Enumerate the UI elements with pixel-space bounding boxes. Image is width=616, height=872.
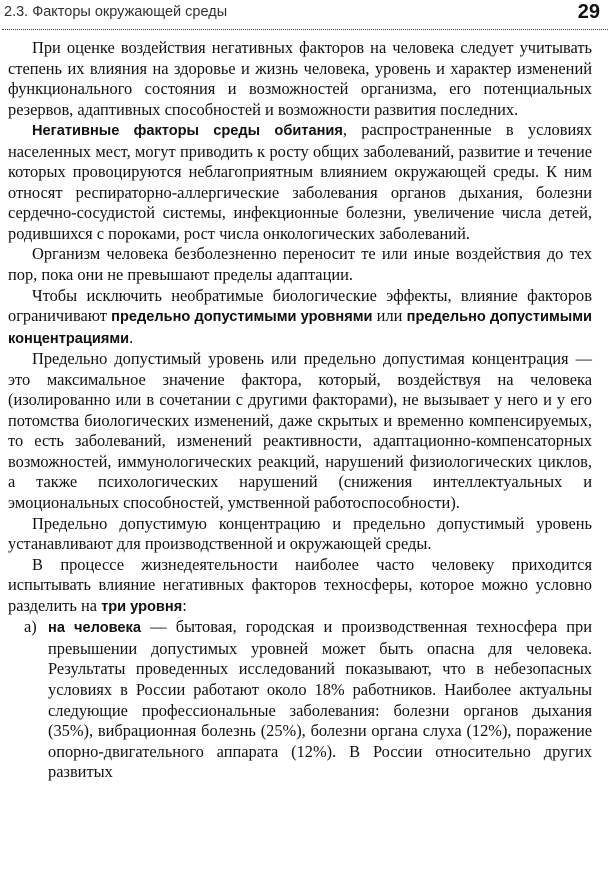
text-run: , распространенные в условиях населенных мест, могут приводить к росту общих заболеваний, развитие и течение которых провоцируются неблагоприятным влиянием окружающей среды. К ним относят респираторно-аллергические заболевания органов дыхания, болезни сердечно-сосудистой системы, инфекционные болезни, увеличение числа детей, родившихся с пороками, рост числа онкологических заболеваний. (8, 120, 592, 243)
list-item-text (48, 617, 592, 782)
running-title: 2.3. Факторы окружающей среды (4, 4, 228, 20)
bold-term: Негативные факторы среды обитания (32, 123, 343, 140)
header-dotted-rule (2, 29, 608, 30)
page-number: 29 (577, 1, 600, 23)
bold-term: на человека (48, 620, 141, 637)
paragraph (8, 514, 592, 555)
list-marker: а) (24, 617, 37, 637)
paragraph (8, 349, 592, 513)
text-run: В процессе жизнедеятельности наиболее часто человеку приходится испытывать влияние негативных факторов техносферы, которое можно условно разделить на (8, 554, 592, 615)
bold-term: предельно допустимыми уровнями (111, 309, 373, 326)
text-run: Чтобы исключить необратимые биологические эффекты, влияние факторов ограничивают (8, 285, 592, 326)
paragraph (8, 38, 592, 120)
bold-term: три уровня (101, 598, 183, 615)
paragraph (8, 286, 592, 350)
text-run: . (129, 327, 134, 347)
text-run: : (182, 595, 187, 615)
text-run: При оценке воздействия негативных факторов на человека следует учитывать степень их влияния на здоровье и жизнь человека, уровень и характер изменений функционального состояния и возможностей организма, его потенциальных резервов, адаптивных способностей и возможности развития последних. (8, 38, 592, 119)
paragraph (8, 120, 592, 244)
page-header (0, 0, 616, 34)
text-run: или (372, 306, 407, 326)
text-run: Предельно допустимый уровень или предельно допустимая концентрация — это максимальное значение фактора, который, воздействуя на человека (изолированно или в сочетании с другими факторами), не вызывает у него и у его потомства биологических изменений, даже скрытых и временно компенсируемых, то есть заболеваний, изменений реактивности, адаптационно-компенсаторных возможностей, иммунологических реакций, нарушений физиологических циклов, а также психологических нарушений (снижения интеллектуальных и эмоциональных способностей, умственной работоспособности). (8, 349, 592, 513)
paragraph (8, 244, 592, 285)
list-item (8, 617, 592, 782)
text-run: — бытовая, городская и производственная техносфера при превышении допустимых уровней может быть опасна для человека. Результаты проведенных исследований показывают, что в небезопасных условиях в России работают около 18% работников. Наиболее актуальны следующие профессиональные заболевания: болезни органов дыхания (35%), вибрационная болезнь (25%), болезни органа слуха (12%), поражение опорно-двигательного аппарата (12%). В России относительно других развитых (48, 617, 593, 782)
bold-term: предельно допустимыми концентрациями (8, 309, 592, 347)
paragraph (8, 555, 592, 618)
text-run: Организм человека безболезненно переносит те или иные воздействия до тех пор, пока они не превышают пределы адаптации. (8, 244, 592, 285)
body-text (8, 38, 592, 783)
text-run: Предельно допустимую концентрацию и предельно допустимый уровень устанавливают для производственной и окружающей среды. (8, 513, 592, 554)
